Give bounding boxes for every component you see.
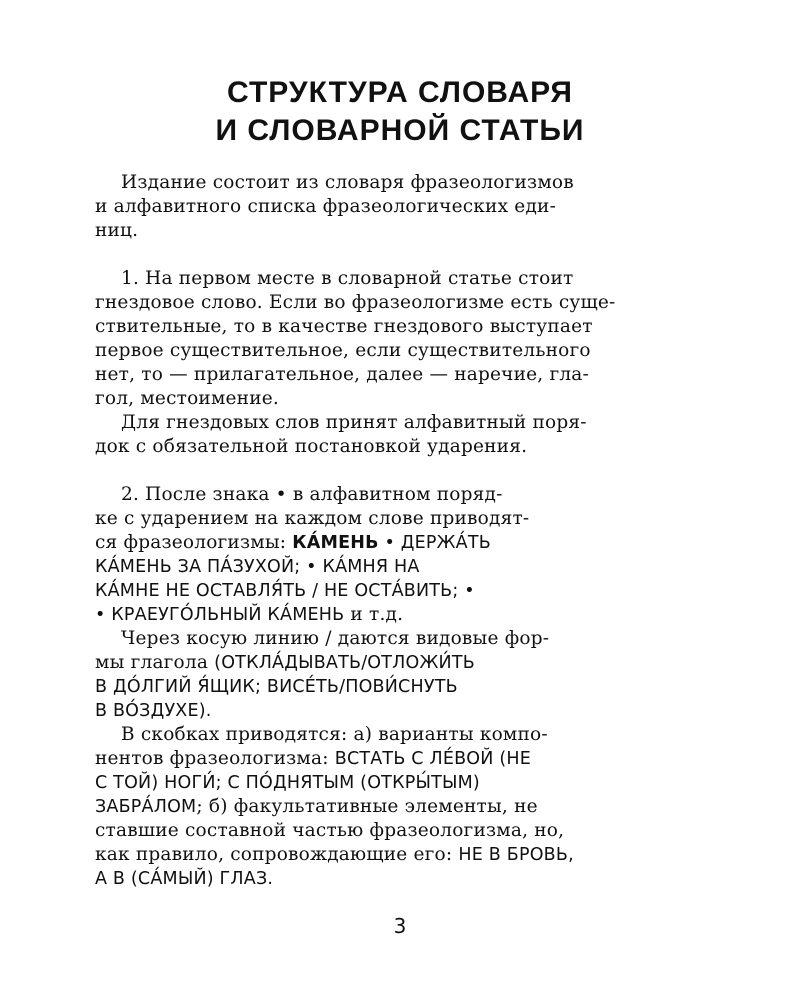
phraseologism: С ТОЙ) НОГИ́; С ПО́ДНЯТЫМ (ОТКРЫ́ТЫМ): [95, 773, 480, 793]
phraseologism: КА́МНЕ НЕ ОСТАВЛЯ́ТЬ / НЕ ОСТА́ВИТЬ; •: [95, 581, 475, 601]
title-line-2: И СЛОВАРНОЙ СТАТЬИ: [215, 114, 585, 147]
page-number: 3: [393, 914, 407, 938]
headword: КА́МЕНЬ: [292, 533, 379, 553]
text-line: и алфавитного списка фразеологических еди-: [95, 196, 557, 217]
phraseologism: В ВО́ЗДУХЕ).: [95, 701, 212, 721]
text-line: [95, 843, 715, 867]
text-line: ставшие составной частью фразеологизма, но,: [95, 820, 565, 841]
phraseologism: В ДО́ЛГИЙ Я́ЩИК; ВИСЕ́ТЬ/ПОВИ́СНУТЬ: [95, 677, 458, 697]
text-line: Через косую линию / даются видовые фор-: [121, 628, 550, 649]
text-run: мы глагола: [95, 652, 215, 673]
text-line: [95, 603, 715, 627]
text-line: [95, 795, 715, 819]
text-line: [95, 531, 715, 555]
phraseologism: А В (СА́МЫЙ) ГЛАЗ.: [95, 869, 274, 889]
text-line: ниц.: [95, 220, 139, 241]
phraseologism: • КРАЕУГО́ЛЬНЫЙ КА́МЕНЬ: [95, 605, 345, 625]
text-line: ствительные, то в качестве гнездового выступает: [95, 316, 593, 337]
title-line-1: СТРУКТУРА СЛОВАРЯ: [227, 76, 573, 109]
text-line: док с обязательной постановкой ударения.: [95, 436, 528, 457]
phraseologism: КА́МЕНЬ ЗА ПА́ЗУХОЙ; • КА́МНЯ НА: [95, 557, 420, 577]
text-line: нет, то — прилагательное, далее — наречие, гла-: [95, 364, 589, 385]
text-run: как правило, сопровождающие его:: [95, 844, 459, 865]
phraseologism: (ОТКЛА́ДЫВАТЬ/ОТЛОЖИ́ТЬ: [214, 653, 475, 673]
phraseologism: НЕ В БРОВЬ,: [458, 845, 574, 865]
text-line: [95, 651, 715, 675]
body-text: [95, 171, 715, 891]
text-line: гнездовое слово. Если во фразеологизме есть суще-: [95, 292, 616, 313]
text-run: нентов фразеологизма:: [95, 748, 335, 769]
text-line: 1. На первом месте в словарной статье стоит: [121, 268, 574, 289]
text-line: Издание состоит из словаря фразеологизмов: [121, 172, 574, 193]
phraseologism: ВСТАТЬ С ЛЕ́ВОЙ (НЕ: [334, 749, 531, 769]
phraseologism: ЗАБРА́ЛОМ: [95, 797, 197, 817]
text-line: ке с ударением на каждом слове приводят-: [95, 508, 530, 529]
page-title: [0, 74, 800, 150]
text-line: 2. После знака • в алфавитном поряд-: [121, 484, 503, 505]
text-line: гол, местоимение.: [95, 388, 279, 409]
text-run: ; б) факультативные элементы, не: [196, 796, 538, 817]
text-line: Для гнездовых слов принят алфавитный поря-: [121, 412, 587, 433]
text-run: и т.д.: [344, 604, 404, 625]
text-run: ся фразеологизмы:: [95, 532, 293, 553]
text-line: [95, 747, 715, 771]
text-line: В скобках приводятся: а) варианты компо-: [121, 724, 548, 745]
text-line: первое существительное, если существительного: [95, 340, 591, 361]
phraseologism: • ДЕРЖА́ТЬ: [378, 533, 491, 553]
